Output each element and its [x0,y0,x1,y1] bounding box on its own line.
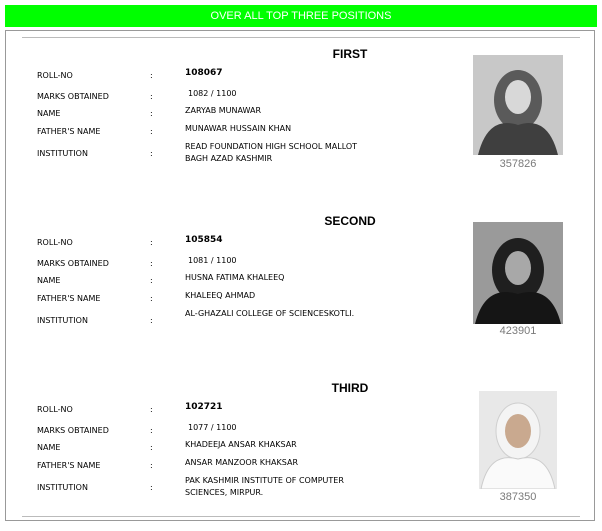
marks-label: MARKS OBTAINED [37,92,109,101]
marks-value: 1082 / 1100 [188,89,237,98]
name-value: KHADEEJA ANSAR KHAKSAR [185,440,297,449]
student-photo [473,222,563,324]
portrait-image [479,391,557,489]
colon: : [150,443,153,452]
name-label: NAME [37,109,61,118]
father-label: FATHER'S NAME [37,294,101,303]
position-third [0,381,602,531]
father-value: KHALEEQ AHMAD [185,291,256,300]
institution-label: INSTITUTION [37,483,88,492]
roll-value: 108067 [185,68,223,78]
photo-number: 357826 [499,158,537,170]
portrait-image [473,222,563,324]
name-value: HUSNA FATIMA KHALEEQ [185,273,285,282]
position-heading: SECOND [324,214,376,228]
student-photo [473,55,563,155]
roll-label: ROLL-NO [37,71,73,80]
roll-value: 102721 [185,402,223,412]
colon: : [150,92,153,101]
bottom-divider [22,516,580,517]
father-value: MUNAWAR HUSSAIN KHAN [185,124,292,133]
institution-value: READ FOUNDATION HIGH SCHOOL MALLOT BAGH AZAD KASHMIR [185,142,358,163]
name-label: NAME [37,443,61,452]
position-heading: THIRD [331,381,369,395]
institution-label: INSTITUTION [37,316,88,325]
marks-label: MARKS OBTAINED [37,426,109,435]
colon: : [150,149,153,158]
institution-label: INSTITUTION [37,149,88,158]
photo-number: 423901 [499,325,537,337]
roll-label: ROLL-NO [37,405,73,414]
position-first [0,47,602,197]
marks-label: MARKS OBTAINED [37,259,109,268]
colon: : [150,483,153,492]
page-banner: OVER ALL TOP THREE POSITIONS [5,5,597,27]
marks-value: 1081 / 1100 [188,256,237,265]
colon: : [150,426,153,435]
colon: : [150,294,153,303]
position-second [0,214,602,364]
roll-value: 105854 [185,235,223,245]
father-label: FATHER'S NAME [37,127,101,136]
colon: : [150,259,153,268]
institution-value: AL-GHAZALI COLLEGE OF SCIENCESKOTLI. [185,309,355,318]
roll-label: ROLL-NO [37,238,73,247]
portrait-image [473,55,563,155]
top-divider [22,37,580,38]
colon: : [150,238,153,247]
position-heading: FIRST [332,47,368,61]
name-value: ZARYAB MUNAWAR [185,106,262,115]
colon: : [150,276,153,285]
colon: : [150,461,153,470]
institution-value: PAK KASHMIR INSTITUTE OF COMPUTER SCIENCES, MIRPUR. [185,476,344,497]
colon: : [150,127,153,136]
father-value: ANSAR MANZOOR KHAKSAR [185,458,299,467]
colon: : [150,316,153,325]
colon: : [150,71,153,80]
student-photo [479,391,557,489]
marks-value: 1077 / 1100 [188,423,237,432]
colon: : [150,405,153,414]
name-label: NAME [37,276,61,285]
photo-number: 387350 [499,491,537,503]
colon: : [150,109,153,118]
father-label: FATHER'S NAME [37,461,101,470]
